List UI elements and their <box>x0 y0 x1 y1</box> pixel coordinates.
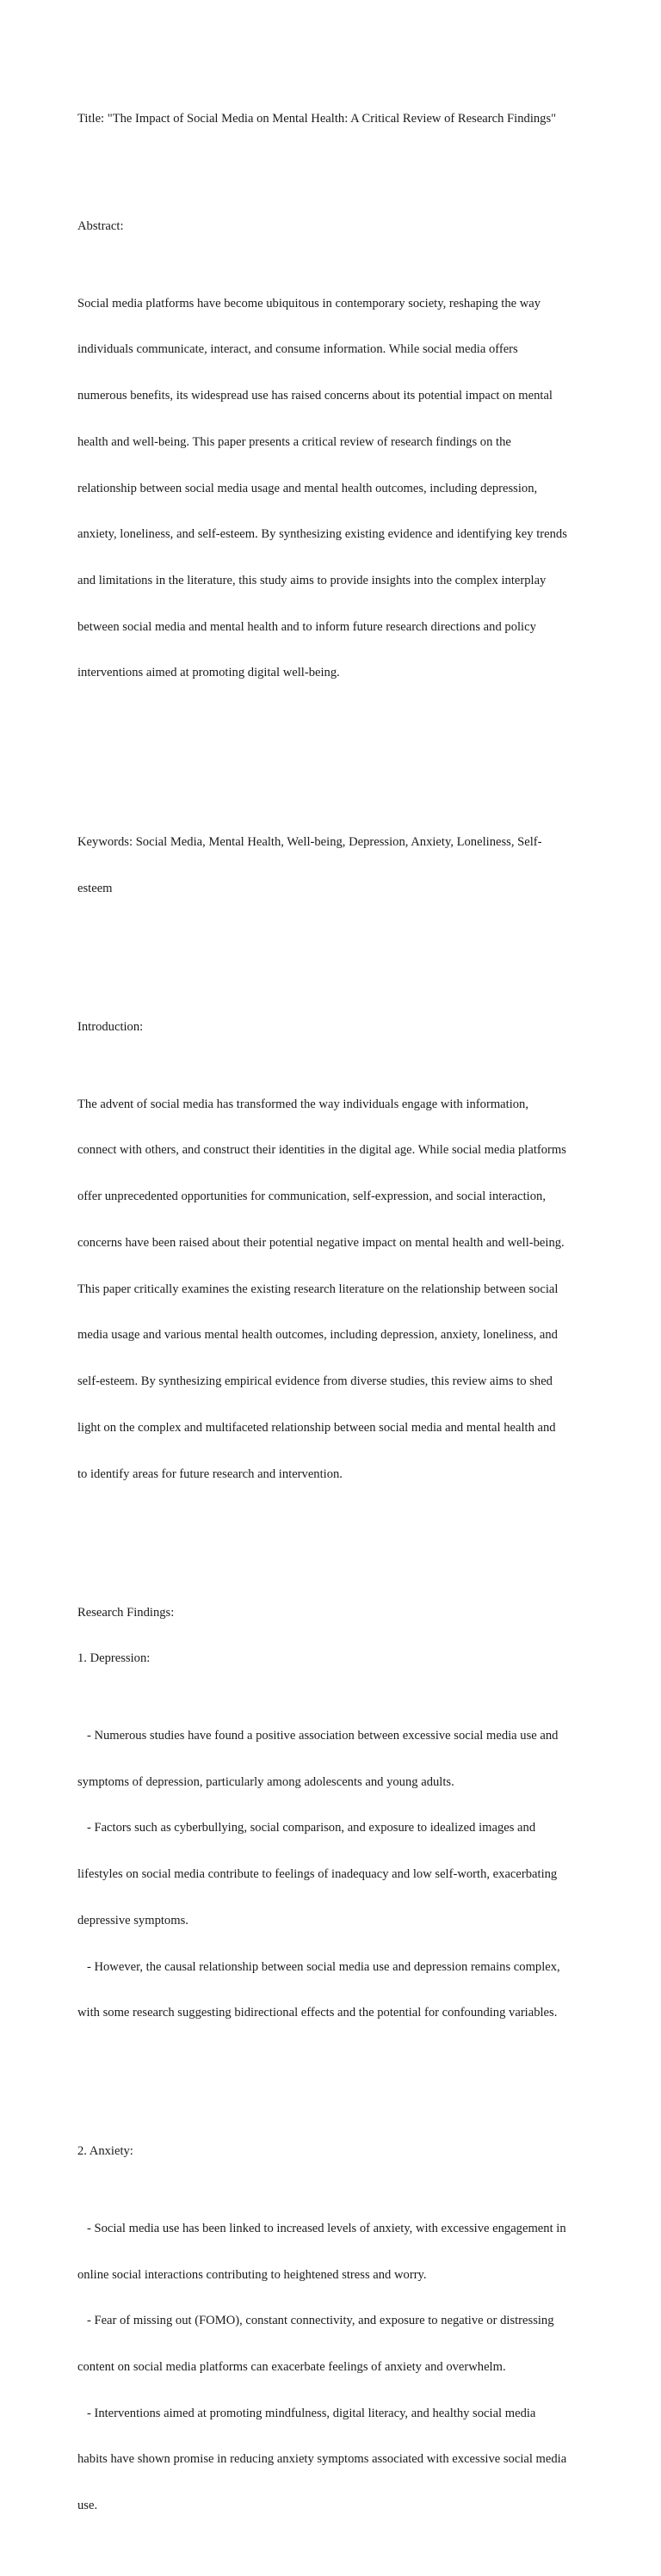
anxiety-line: habits have shown promise in reducing anxiety symptoms associated with excessive social media <box>77 2452 567 2467</box>
keywords-line: Keywords: Social Media, Mental Health, Well-being, Depression, Anxiety, Loneliness, Self- <box>77 835 542 850</box>
abstract-line: between social media and mental health and to inform future research directions and policy <box>77 619 536 634</box>
depression-line: with some research suggesting bidirectional effects and the potential for confounding variables. <box>77 2006 558 2020</box>
depression-body <box>77 1698 601 2052</box>
abstract-line: Social media platforms have become ubiquitous in contemporary society, reshaping the way <box>77 296 541 310</box>
depression-line: depressive symptoms. <box>77 1913 188 1927</box>
document-body <box>77 81 601 2576</box>
document-title: Title: "The Impact of Social Media on Mental Health: A Critical Review of Research Findings" <box>77 111 557 126</box>
abstract-line: numerous benefits, its widespread use has raised concerns about its potential impact on mental <box>77 389 553 403</box>
introduction-line: The advent of social media has transformed the way individuals engage with information, <box>77 1097 529 1111</box>
introduction-heading: Introduction: <box>77 1020 144 1035</box>
abstract-line: and limitations in the literature, this study aims to provide insights into the complex interplay <box>77 573 547 587</box>
depression-line: - However, the causal relationship between social media use and depression remains complex, <box>77 1959 560 1974</box>
anxiety-body <box>77 2191 601 2545</box>
findings-heading: Research Findings: <box>77 1605 175 1620</box>
abstract-line: individuals communicate, interact, and consume information. While social media offers <box>77 342 518 357</box>
introduction-body <box>77 1067 601 1513</box>
depression-line: - Factors such as cyberbullying, social comparison, and exposure to idealized images and <box>77 1821 536 1835</box>
introduction-line: to identify areas for future research and intervention. <box>77 1466 343 1481</box>
anxiety-line: use. <box>77 2499 98 2513</box>
keywords <box>77 805 601 928</box>
introduction-line: concerns have been raised about their potential negative impact on mental health and well-being. <box>77 1235 565 1250</box>
introduction-line: self-esteem. By synthesizing empirical evidence from diverse studies, this review aims to shed <box>77 1374 553 1389</box>
anxiety-line: content on social media platforms can exacerbate feelings of anxiety and overwhelm. <box>77 2360 506 2375</box>
abstract-line: interventions aimed at promoting digital well-being. <box>77 666 340 680</box>
depression-line: symptoms of depression, particularly among adolescents and young adults. <box>77 1774 454 1789</box>
abstract-body <box>77 266 601 712</box>
depression-line: lifestyles on social media contribute to feelings of inadequacy and low self-worth, exacerbating <box>77 1867 558 1882</box>
anxiety-line: - Fear of missing out (FOMO), constant connectivity, and exposure to negative or distressing <box>77 2314 554 2328</box>
abstract-heading: Abstract: <box>77 219 124 234</box>
abstract-line: anxiety, loneliness, and self-esteem. By synthesizing existing evidence and identifying key trends <box>77 527 567 542</box>
introduction-line: light on the complex and multifaceted relationship between social media and mental health and <box>77 1420 556 1435</box>
keywords-line: esteem <box>77 882 113 896</box>
introduction-line: offer unprecedented opportunities for communication, self-expression, and social interaction, <box>77 1190 546 1204</box>
abstract-line: relationship between social media usage and mental health outcomes, including depression, <box>77 481 538 495</box>
abstract-line: health and well-being. This paper presents a critical review of research findings on the <box>77 434 511 449</box>
depression-heading: 1. Depression: <box>77 1651 151 1666</box>
introduction-line: connect with others, and construct their identities in the digital age. While social media platforms <box>77 1143 566 1158</box>
anxiety-line: online social interactions contributing to heightened stress and worry. <box>77 2267 427 2282</box>
introduction-line: This paper critically examines the existing research literature on the relationship between social <box>77 1282 559 1296</box>
depression-line: - Numerous studies have found a positive association between excessive social media use and <box>77 1728 559 1743</box>
anxiety-line: - Social media use has been linked to increased levels of anxiety, with excessive engagement in <box>77 2221 566 2235</box>
anxiety-heading: 2. Anxiety: <box>77 2144 133 2159</box>
anxiety-line: - Interventions aimed at promoting mindfulness, digital literacy, and healthy social media <box>77 2406 536 2420</box>
introduction-line: media usage and various mental health outcomes, including depression, anxiety, loneliness, and <box>77 1328 558 1343</box>
